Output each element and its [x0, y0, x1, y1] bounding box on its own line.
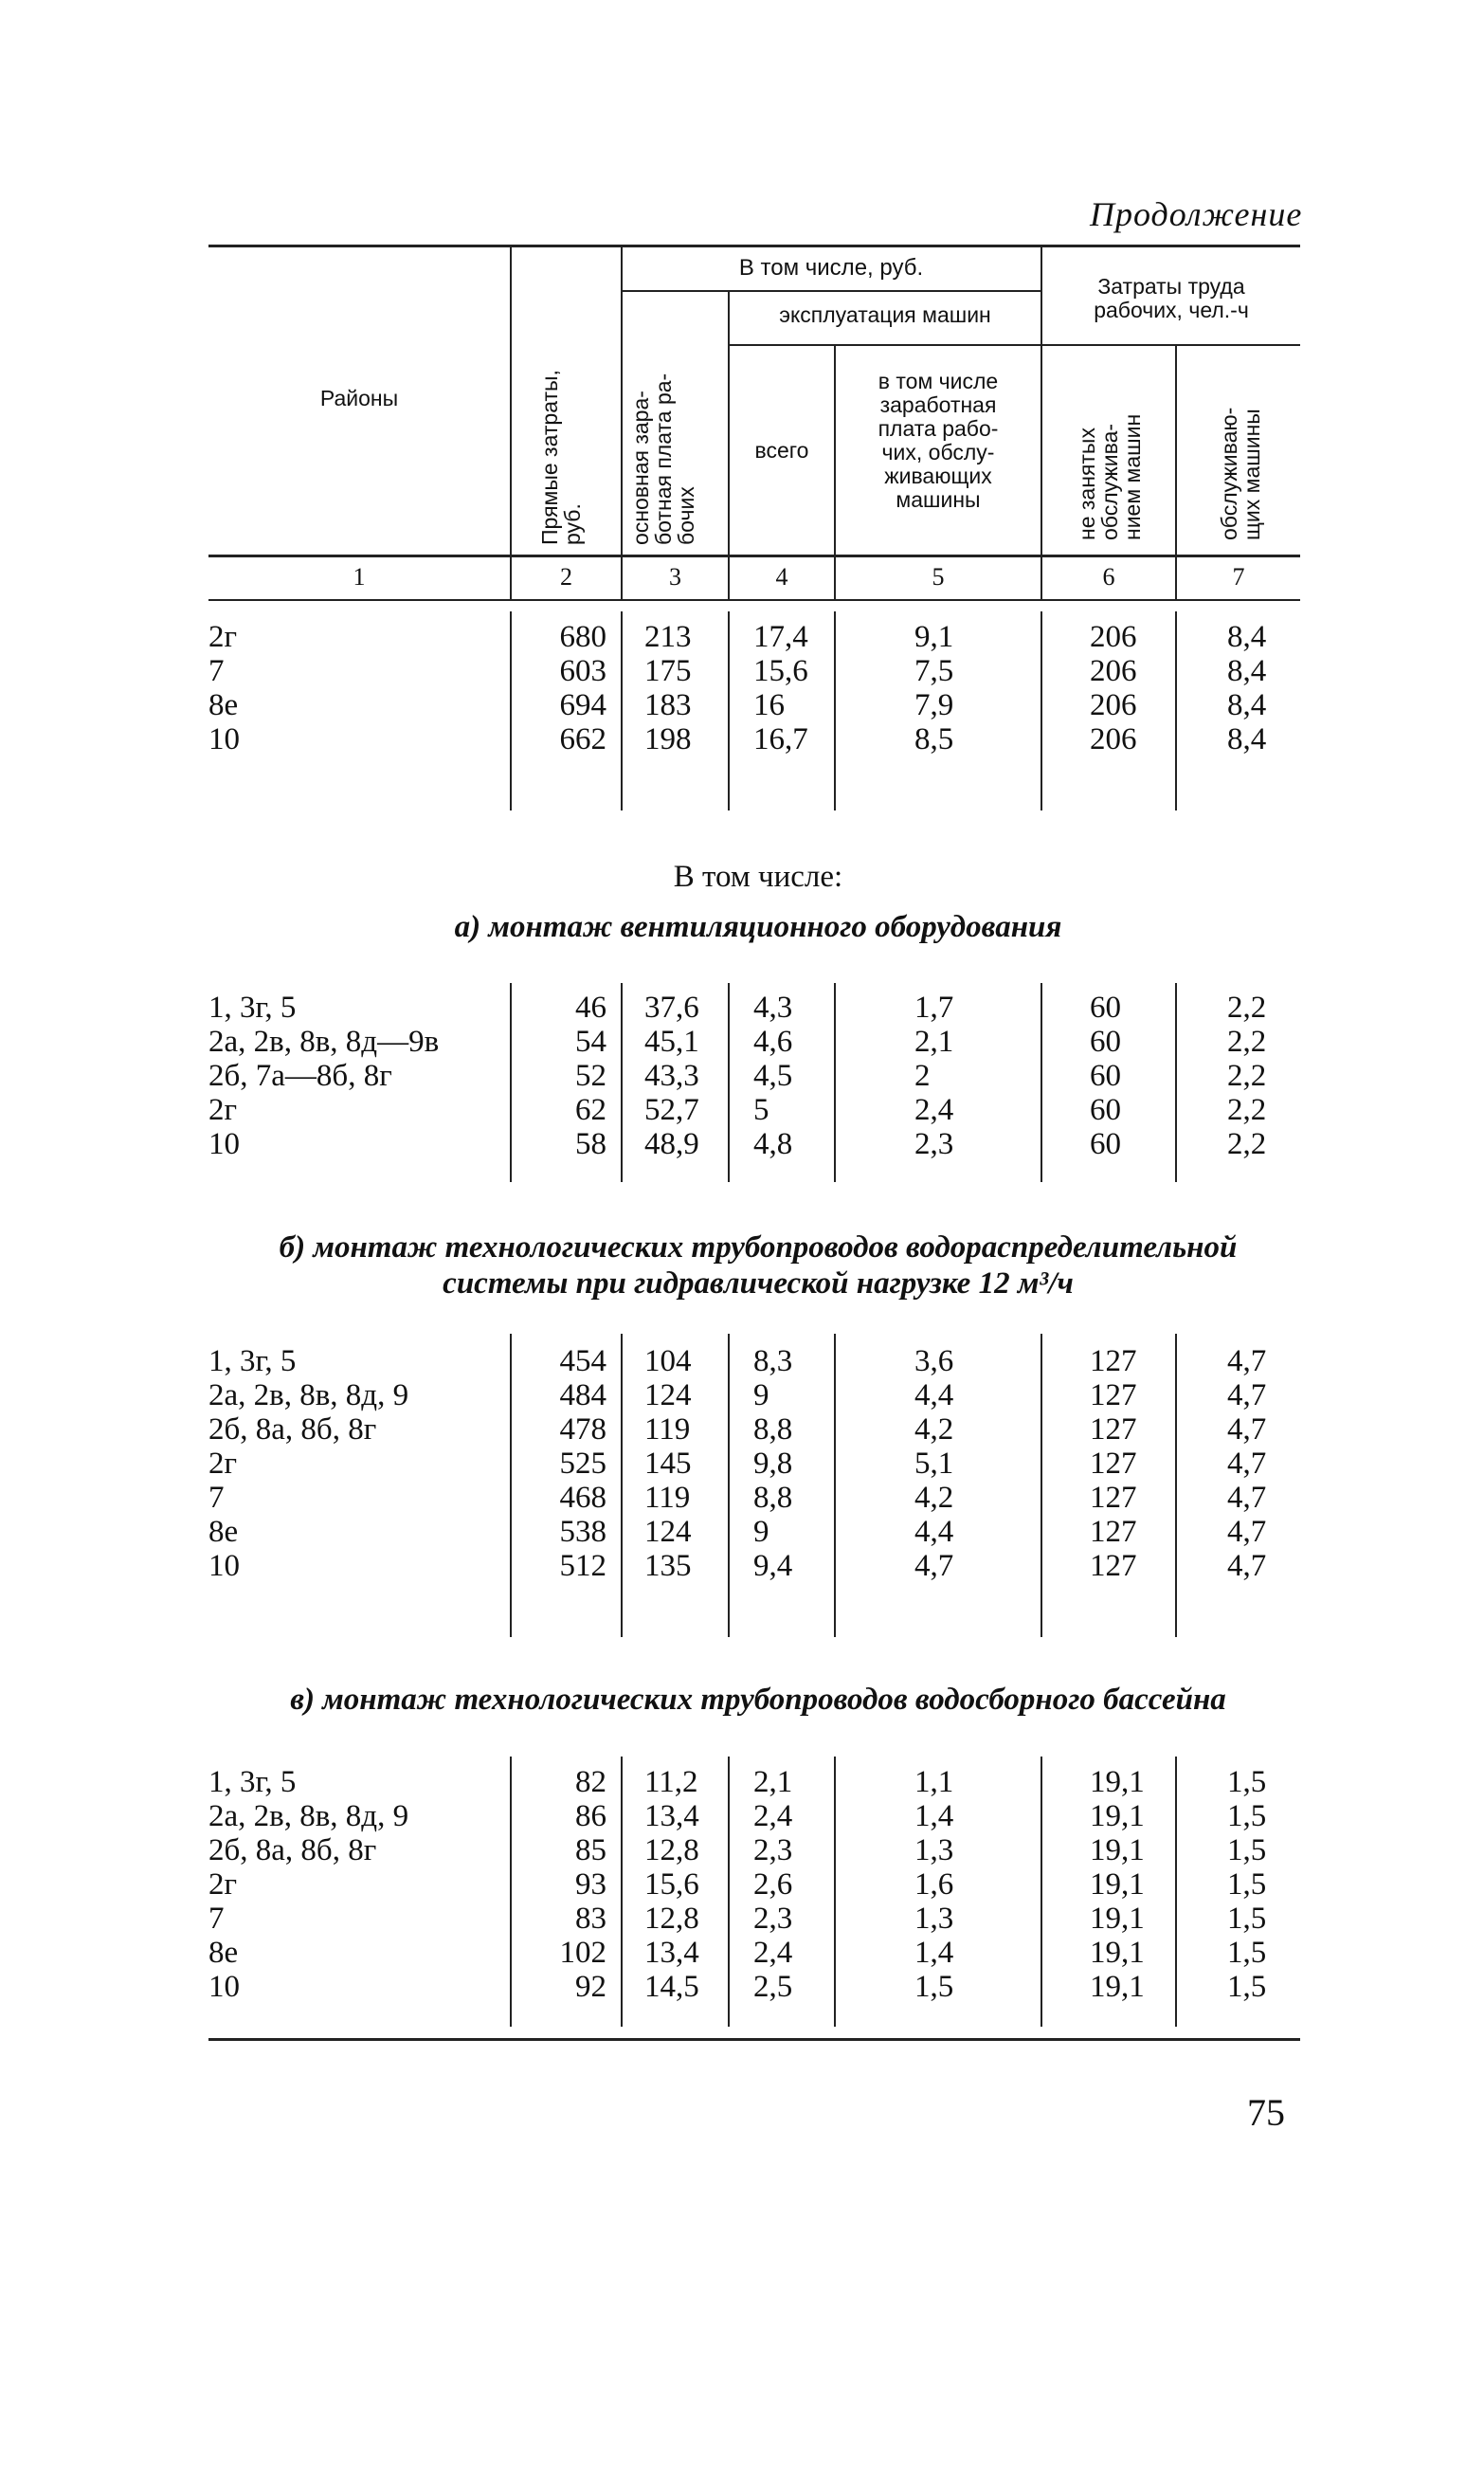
cell-not-serving: 127: [1090, 1378, 1137, 1412]
cell-incl-wage: 3,6: [914, 1344, 954, 1378]
cell-total: 9,8: [753, 1447, 793, 1481]
cell-not-serving: 60: [1090, 1025, 1121, 1059]
cell-direct: 512: [559, 1549, 606, 1583]
cell-incl-wage: 1,4: [914, 1936, 954, 1970]
cell-direct: 62: [575, 1093, 606, 1127]
cell-direct: 46: [575, 991, 606, 1025]
cell-base-wage: 13,4: [644, 1799, 699, 1833]
cell-serving: 8,4: [1227, 620, 1267, 654]
cell-total: 4,6: [753, 1025, 793, 1059]
table-bottom-rule: [208, 2038, 1300, 2041]
cell-region: 10: [208, 1549, 240, 1583]
cell-region: 2г: [208, 1447, 238, 1481]
cell-direct: 454: [559, 1344, 606, 1378]
cell-direct: 52: [575, 1059, 606, 1093]
cell-incl-wage: 4,2: [914, 1412, 954, 1447]
cell-direct: 662: [559, 722, 606, 756]
cell-region: 8е: [208, 1936, 239, 1970]
cell-base-wage: 135: [644, 1549, 692, 1583]
cell-total: 4,5: [753, 1059, 793, 1093]
col-number-2: 2: [560, 563, 572, 591]
cell-incl-wage: 8,5: [914, 722, 954, 756]
cell-base-wage: 124: [644, 1378, 692, 1412]
cell-not-serving: 19,1: [1090, 1970, 1145, 2004]
cell-serving: 2,2: [1227, 1127, 1267, 1161]
cell-base-wage: 11,2: [644, 1765, 698, 1799]
cell-direct: 82: [575, 1765, 606, 1799]
cell-direct: 468: [559, 1481, 606, 1515]
section-b-title-line2: системы при гидравлической нагрузке 12 м³/ч: [443, 1266, 1074, 1301]
header-base-wage: основная зара- ботная плата ра- бочих: [628, 373, 698, 545]
cell-incl-wage: 1,1: [914, 1765, 954, 1799]
col-number-6: 6: [1102, 563, 1115, 591]
cell-direct: 92: [575, 1970, 606, 2004]
cell-total: 9,4: [753, 1549, 793, 1583]
cell-incl-wage: 2,3: [914, 1127, 954, 1161]
cell-region: 10: [208, 1127, 240, 1161]
cell-base-wage: 198: [644, 722, 692, 756]
cell-total: 2,4: [753, 1799, 793, 1833]
cell-total: 9: [753, 1515, 769, 1549]
cell-region: 8е: [208, 688, 239, 722]
cell-base-wage: 13,4: [644, 1936, 699, 1970]
cell-serving: 1,5: [1227, 1833, 1267, 1867]
cell-not-serving: 60: [1090, 991, 1121, 1025]
cell-base-wage: 45,1: [644, 1025, 699, 1059]
header-total: всего: [754, 438, 809, 463]
header-incl-wage: в том числе заработная плата рабо- чих, обслу- живающих машины: [878, 369, 999, 512]
cell-base-wage: 12,8: [644, 1902, 699, 1936]
cell-incl-wage: 1,3: [914, 1833, 954, 1867]
header-serving-machines: обслуживаю- щих машины: [1217, 407, 1264, 540]
cell-not-serving: 127: [1090, 1549, 1137, 1583]
cell-not-serving: 206: [1090, 722, 1137, 756]
cell-serving: 2,2: [1227, 1059, 1267, 1093]
cell-direct: 603: [559, 654, 606, 688]
cell-base-wage: 119: [644, 1481, 691, 1515]
header-machine-operation: эксплуатация машин: [779, 302, 991, 327]
cell-total: 8,8: [753, 1481, 793, 1515]
cell-serving: 4,7: [1227, 1412, 1267, 1447]
cell-not-serving: 127: [1090, 1344, 1137, 1378]
section-c-title: в) монтаж технологических трубопроводов водосборного бассейна: [290, 1683, 1226, 1717]
cell-serving: 1,5: [1227, 1902, 1267, 1936]
cell-serving: 4,7: [1227, 1549, 1267, 1583]
cell-not-serving: 206: [1090, 620, 1137, 654]
page-number: 75: [1247, 2091, 1285, 2134]
cell-incl-wage: 4,7: [914, 1549, 954, 1583]
header-not-serving-machines: не занятых обслужива- нием машин: [1075, 413, 1145, 540]
cell-direct: 478: [559, 1412, 606, 1447]
cell-total: 2,1: [753, 1765, 793, 1799]
cell-region: 2г: [208, 1093, 238, 1127]
cell-base-wage: 175: [644, 654, 692, 688]
cell-incl-wage: 2,4: [914, 1093, 954, 1127]
header-including: В том числе, руб.: [738, 255, 924, 281]
cell-direct: 85: [575, 1833, 606, 1867]
cell-region: 2б, 7а—8б, 8г: [208, 1059, 392, 1093]
cell-base-wage: 104: [644, 1344, 692, 1378]
cell-incl-wage: 1,3: [914, 1902, 954, 1936]
cell-not-serving: 127: [1090, 1481, 1137, 1515]
cell-not-serving: 127: [1090, 1412, 1137, 1447]
cell-serving: 2,2: [1227, 991, 1267, 1025]
cell-not-serving: 127: [1090, 1447, 1137, 1481]
cell-serving: 2,2: [1227, 1093, 1267, 1127]
cell-region: 10: [208, 722, 240, 756]
cell-base-wage: 15,6: [644, 1867, 699, 1902]
cell-base-wage: 14,5: [644, 1970, 699, 2004]
cell-total: 16,7: [753, 722, 808, 756]
cell-base-wage: 183: [644, 688, 692, 722]
cell-serving: 4,7: [1227, 1447, 1267, 1481]
cell-incl-wage: 7,9: [914, 688, 954, 722]
including-label: В том числе:: [673, 860, 843, 894]
cell-total: 2,5: [753, 1970, 793, 2004]
cell-total: 5: [753, 1093, 769, 1127]
continuation-label: Продолжение: [1090, 195, 1303, 233]
cell-base-wage: 145: [644, 1447, 692, 1481]
cell-not-serving: 19,1: [1090, 1833, 1145, 1867]
cell-region: 2а, 2в, 8в, 8д, 9: [208, 1799, 409, 1833]
cell-serving: 8,4: [1227, 654, 1267, 688]
cell-direct: 54: [575, 1025, 606, 1059]
cell-not-serving: 19,1: [1090, 1765, 1145, 1799]
cell-not-serving: 60: [1090, 1059, 1121, 1093]
cell-incl-wage: 1,6: [914, 1867, 954, 1902]
cell-serving: 4,7: [1227, 1481, 1267, 1515]
cell-incl-wage: 4,2: [914, 1481, 954, 1515]
cell-total: 4,8: [753, 1127, 793, 1161]
cell-direct: 83: [575, 1902, 606, 1936]
cell-total: 16: [753, 688, 785, 722]
cell-incl-wage: 2: [914, 1059, 931, 1093]
cell-region: 7: [208, 654, 225, 688]
cell-serving: 8,4: [1227, 688, 1267, 722]
cell-region: 10: [208, 1970, 240, 2004]
cell-region: 2а, 2в, 8в, 8д, 9: [208, 1378, 409, 1412]
cell-total: 2,4: [753, 1936, 793, 1970]
cell-direct: 58: [575, 1127, 606, 1161]
cell-serving: 1,5: [1227, 1799, 1267, 1833]
cell-incl-wage: 5,1: [914, 1447, 954, 1481]
cell-direct: 93: [575, 1867, 606, 1902]
col-number-4: 4: [775, 563, 788, 591]
cell-not-serving: 19,1: [1090, 1867, 1145, 1902]
cell-region: 2г: [208, 620, 238, 654]
cell-not-serving: 127: [1090, 1515, 1137, 1549]
cell-region: 2б, 8а, 8б, 8г: [208, 1412, 377, 1447]
cell-not-serving: 60: [1090, 1093, 1121, 1127]
cell-region: 1, 3г, 5: [208, 1344, 297, 1378]
cell-direct: 525: [559, 1447, 606, 1481]
cell-not-serving: 60: [1090, 1127, 1121, 1161]
col-number-3: 3: [669, 563, 681, 591]
cell-region: 2а, 2в, 8в, 8д—9в: [208, 1025, 440, 1059]
cell-region: 7: [208, 1481, 225, 1515]
cell-region: 1, 3г, 5: [208, 991, 297, 1025]
cell-serving: 1,5: [1227, 1867, 1267, 1902]
cell-total: 9: [753, 1378, 769, 1412]
cell-base-wage: 43,3: [644, 1059, 699, 1093]
col-number-7: 7: [1232, 563, 1245, 591]
cell-direct: 538: [559, 1515, 606, 1549]
cell-serving: 4,7: [1227, 1344, 1267, 1378]
cell-incl-wage: 1,5: [914, 1970, 954, 2004]
cell-not-serving: 206: [1090, 654, 1137, 688]
cell-base-wage: 213: [644, 620, 692, 654]
cell-not-serving: 206: [1090, 688, 1137, 722]
cell-not-serving: 19,1: [1090, 1799, 1145, 1833]
section-b-title-line1: б) монтаж технологических трубопроводов водораспределительной: [279, 1230, 1238, 1265]
cell-serving: 2,2: [1227, 1025, 1267, 1059]
cell-base-wage: 48,9: [644, 1127, 699, 1161]
cell-region: 2б, 8а, 8б, 8г: [208, 1833, 377, 1867]
cell-total: 15,6: [753, 654, 808, 688]
cell-total: 2,3: [753, 1833, 793, 1867]
section-a-title: а) монтаж вентиляционного оборудования: [454, 910, 1062, 944]
cell-total: 17,4: [753, 620, 808, 654]
cell-direct: 680: [559, 620, 606, 654]
cell-incl-wage: 1,4: [914, 1799, 954, 1833]
cell-base-wage: 119: [644, 1412, 691, 1447]
cell-incl-wage: 2,1: [914, 1025, 954, 1059]
cell-serving: 1,5: [1227, 1936, 1267, 1970]
cell-serving: 8,4: [1227, 722, 1267, 756]
cell-base-wage: 52,7: [644, 1093, 699, 1127]
cell-direct: 86: [575, 1799, 606, 1833]
header-labor-costs: Затраты труда рабочих, чел.-ч: [1094, 274, 1249, 322]
cell-total: 8,3: [753, 1344, 793, 1378]
header-regions: Районы: [319, 386, 399, 410]
cell-serving: 4,7: [1227, 1378, 1267, 1412]
cell-incl-wage: 9,1: [914, 620, 954, 654]
cell-not-serving: 19,1: [1090, 1936, 1145, 1970]
cell-total: 2,3: [753, 1902, 793, 1936]
cell-incl-wage: 4,4: [914, 1378, 954, 1412]
col-number-5: 5: [932, 563, 945, 591]
cell-serving: 4,7: [1227, 1515, 1267, 1549]
header-direct-costs: Прямые затраты, руб.: [537, 370, 585, 545]
cell-total: 2,6: [753, 1867, 793, 1902]
cell-direct: 484: [559, 1378, 606, 1412]
cell-total: 8,8: [753, 1412, 793, 1447]
cell-serving: 1,5: [1227, 1765, 1267, 1799]
cell-not-serving: 19,1: [1090, 1902, 1145, 1936]
cell-region: 7: [208, 1902, 225, 1936]
cell-direct: 102: [559, 1936, 606, 1970]
cell-region: 8е: [208, 1515, 239, 1549]
cell-region: 1, 3г, 5: [208, 1765, 297, 1799]
cell-region: 2г: [208, 1867, 238, 1902]
cell-base-wage: 12,8: [644, 1833, 699, 1867]
cell-base-wage: 124: [644, 1515, 692, 1549]
cell-base-wage: 37,6: [644, 991, 699, 1025]
cell-direct: 694: [559, 688, 606, 722]
cell-total: 4,3: [753, 991, 793, 1025]
cell-incl-wage: 1,7: [914, 991, 954, 1025]
col-number-1: 1: [353, 563, 366, 591]
cell-serving: 1,5: [1227, 1970, 1267, 2004]
cell-incl-wage: 7,5: [914, 654, 954, 688]
cell-incl-wage: 4,4: [914, 1515, 954, 1549]
